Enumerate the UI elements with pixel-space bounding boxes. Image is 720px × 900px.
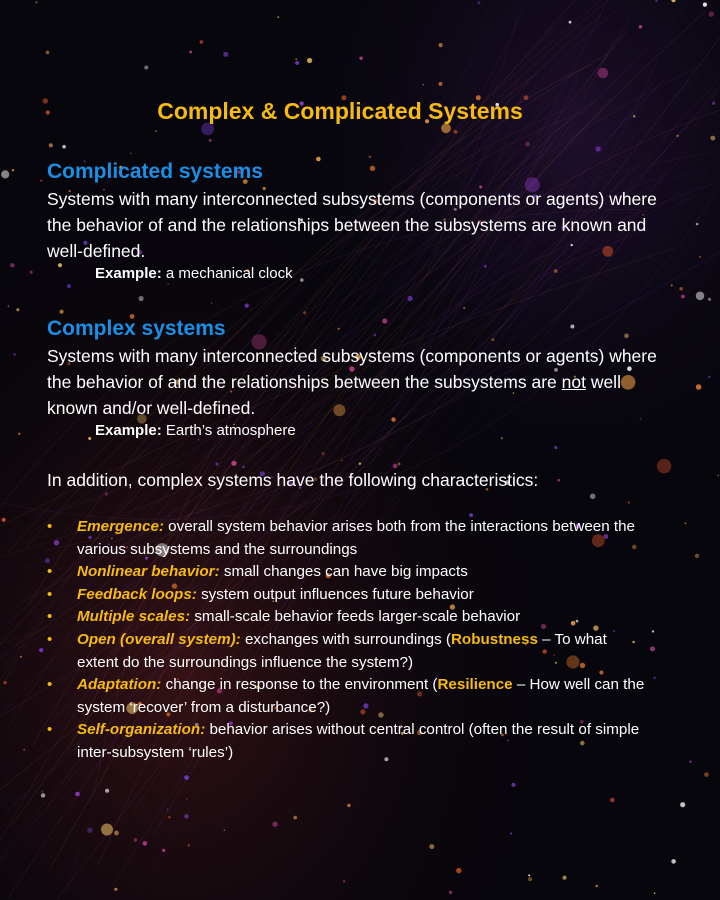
list-item	[47, 584, 647, 607]
characteristics-list	[47, 516, 647, 765]
page-title: Complex & Complicated Systems	[157, 98, 523, 124]
list-item	[47, 606, 647, 629]
complicated-systems-example	[95, 265, 293, 282]
characteristic-term: Open (overall system):	[77, 630, 241, 648]
list-item	[47, 674, 647, 719]
characteristic-text: change in response to the environment (	[161, 676, 438, 694]
characteristic-text: behavior arises without central control (often the result of simple inter-subsystem ‘rules’)	[77, 721, 640, 761]
characteristic-text: exchanges with surroundings (	[240, 630, 451, 648]
bullet-icon: •	[47, 563, 53, 581]
list-item	[47, 561, 647, 584]
list-item	[47, 516, 647, 561]
characteristic-text-continued: – How well can the system ‘recover’ from a disturbance?)	[77, 676, 645, 716]
characteristic-text: overall system behavior arises both from the interactions between the various subsystems and the surroundings	[77, 518, 636, 558]
complex-systems-example	[95, 422, 296, 439]
characteristic-highlight: Robustness	[450, 630, 538, 648]
bullet-icon: •	[47, 721, 53, 739]
list-item	[47, 629, 647, 674]
characteristic-term: Multiple scales:	[77, 608, 191, 626]
characteristic-term: Self-organization:	[77, 721, 206, 739]
example-text: a mechanical clock	[165, 265, 293, 282]
characteristic-term: Nonlinear behavior:	[77, 563, 220, 581]
bullet-icon: •	[47, 518, 53, 535]
example-text: Earth’s atmosphere	[165, 422, 296, 439]
characteristic-term: Emergence:	[77, 518, 164, 535]
bullet-icon: •	[47, 608, 53, 626]
characteristics-intro: In addition, complex systems have the following characteristics:	[47, 470, 539, 490]
complicated-systems-heading: Complicated systems	[47, 160, 263, 183]
characteristic-term: Adaptation:	[77, 676, 162, 694]
bullet-icon: •	[47, 630, 53, 648]
complex-text-before: Systems with many interconnected subsystems (components or agents) where the behavior of and the relationships between the subsystems are	[47, 346, 657, 392]
characteristic-text-continued: – To what extent do the surroundings influence the system?)	[77, 630, 607, 671]
example-label: Example:	[95, 265, 162, 282]
complex-systems-heading: Complex systems	[47, 317, 226, 340]
complicated-systems-description: Systems with many interconnected subsystems (components or agents) where the behavior of and the relationships between the subsystems are known and well-defined.	[47, 189, 657, 261]
bullet-icon: •	[47, 585, 53, 603]
characteristic-text: system output influences future behavior	[196, 585, 474, 603]
list-item	[47, 719, 647, 764]
characteristic-text: small-scale behavior feeds larger-scale behavior	[190, 608, 521, 626]
complex-text-underlined: not	[561, 372, 586, 392]
bullet-icon: •	[47, 676, 53, 694]
example-label: Example:	[95, 422, 162, 439]
characteristic-term: Feedback loops:	[77, 585, 197, 603]
complex-text-after: well known and/or well-defined.	[47, 372, 621, 418]
characteristic-text: small changes can have big impacts	[219, 563, 468, 581]
complex-systems-description	[47, 343, 667, 421]
characteristic-highlight: Resilience	[437, 676, 513, 694]
